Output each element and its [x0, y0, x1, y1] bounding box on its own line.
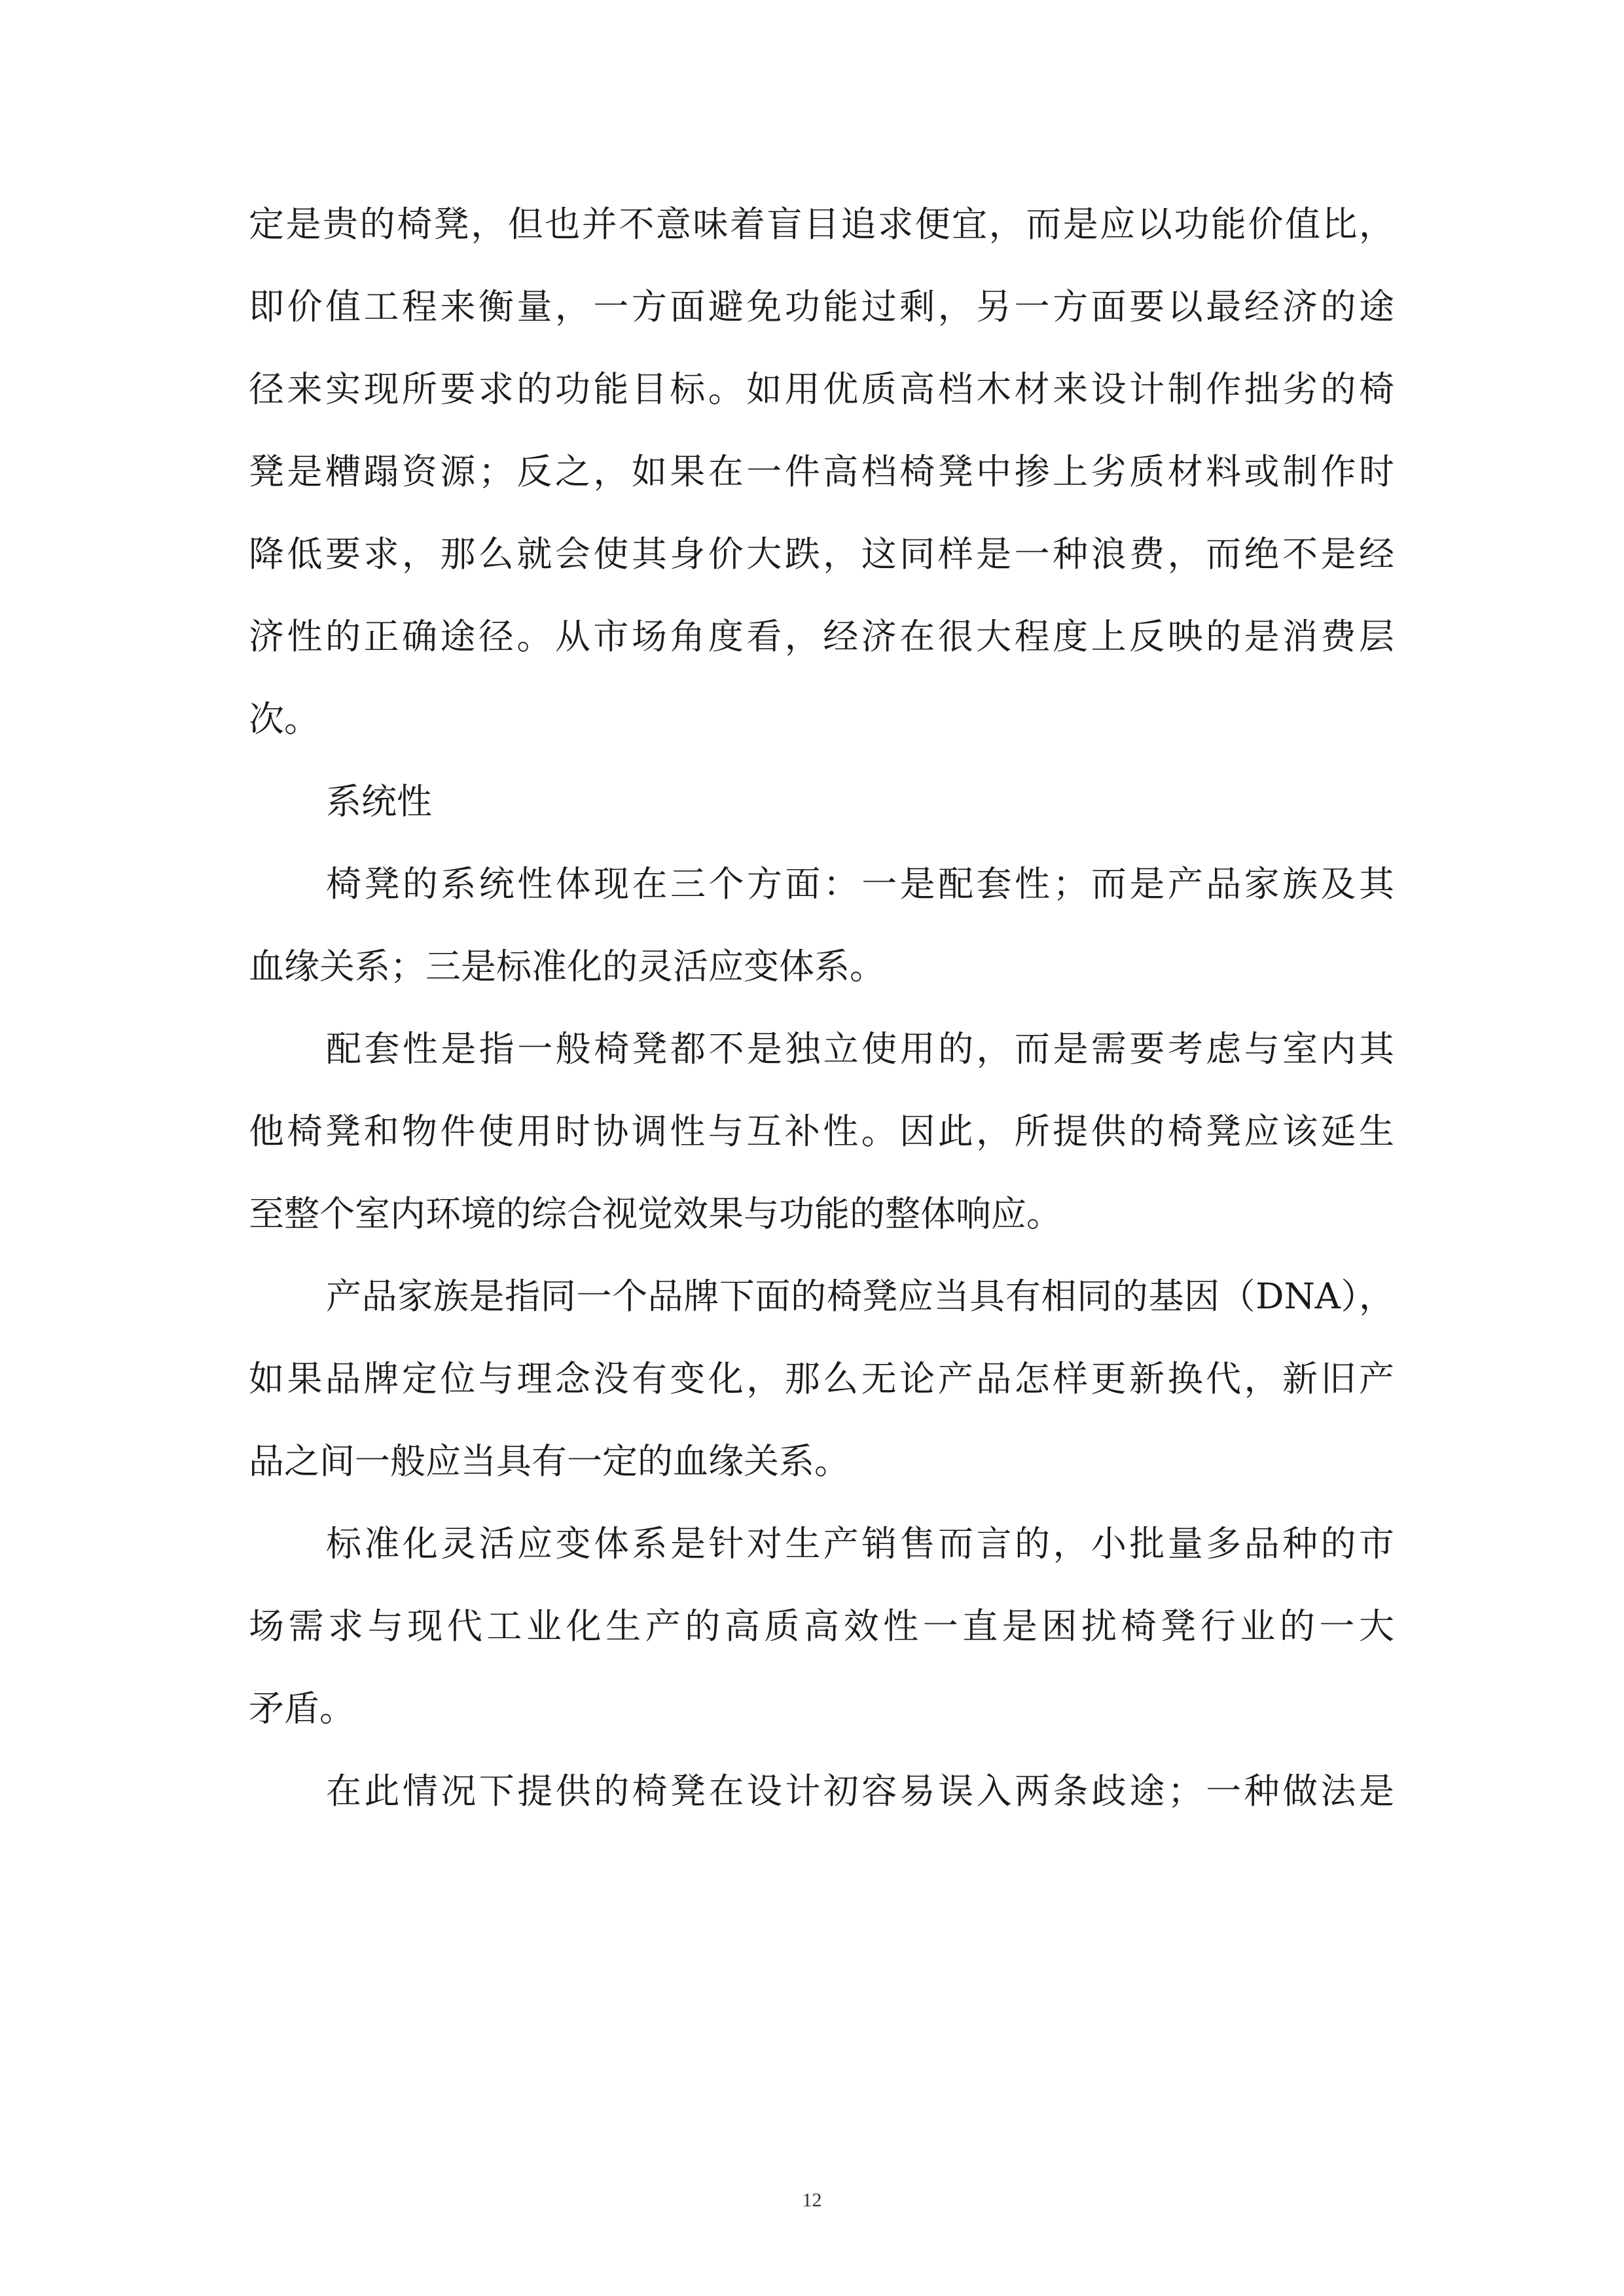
text-line: 济性的正确途径。从市场角度看，经济在很大程度上反映的是消费层 — [249, 616, 1394, 657]
text-line: 定是贵的椅凳，但也并不意味着盲目追求便宜，而是应以功能价值比， — [249, 204, 1394, 245]
text-line: 配套性是指一般椅凳都不是独立使用的，而是需要考虑与室内其 — [326, 1028, 1394, 1069]
text-line: 血缘关系；三是标准化的灵活应变体系。 — [249, 946, 885, 987]
text-line: 系统性 — [326, 781, 432, 822]
text-line: 至整个室内环境的综合视觉效果与功能的整体响应。 — [249, 1193, 1062, 1234]
body-text — [249, 183, 1394, 1833]
text-line: 场需求与现代工业化生产的高质高效性一直是困扰椅凳行业的一大 — [249, 1605, 1394, 1647]
text-line: 次。 — [249, 698, 319, 740]
text-line: 他椅凳和物件使用时协调性与互补性。因此，所提供的椅凳应该延生 — [249, 1111, 1394, 1152]
text-line: 径来实现所要求的功能目标。如用优质高档木材来设计制作拙劣的椅 — [249, 368, 1394, 410]
page-number: 12 — [802, 2189, 822, 2211]
text-line: 如果品牌定位与理念没有变化，那么无论产品怎样更新换代，新旧产 — [249, 1358, 1394, 1399]
text-line: 矛盾。 — [249, 1688, 355, 1729]
text-line: 凳是糟蹋资源；反之，如果在一件高档椅凳中掺上劣质材料或制作时 — [249, 451, 1394, 492]
text-line: 椅凳的系统性体现在三个方面：一是配套性；而是产品家族及其 — [326, 863, 1394, 905]
text-line: 标准化灵活应变体系是针对生产销售而言的，小批量多品种的市 — [326, 1523, 1394, 1564]
text-line: 降低要求，那么就会使其身价大跌，这同样是一种浪费，而绝不是经 — [249, 533, 1394, 575]
text-line: 品之间一般应当具有一定的血缘关系。 — [249, 1441, 850, 1482]
text-line: 产品家族是指同一个品牌下面的椅凳应当具有相同的基因（DNA）， — [326, 1276, 1394, 1317]
text-line: 即价值工程来衡量，一方面避免功能过剩，另一方面要以最经济的途 — [249, 286, 1394, 327]
text-line: 在此情况下提供的椅凳在设计初容易误入两条歧途；一种做法是 — [326, 1770, 1394, 1812]
